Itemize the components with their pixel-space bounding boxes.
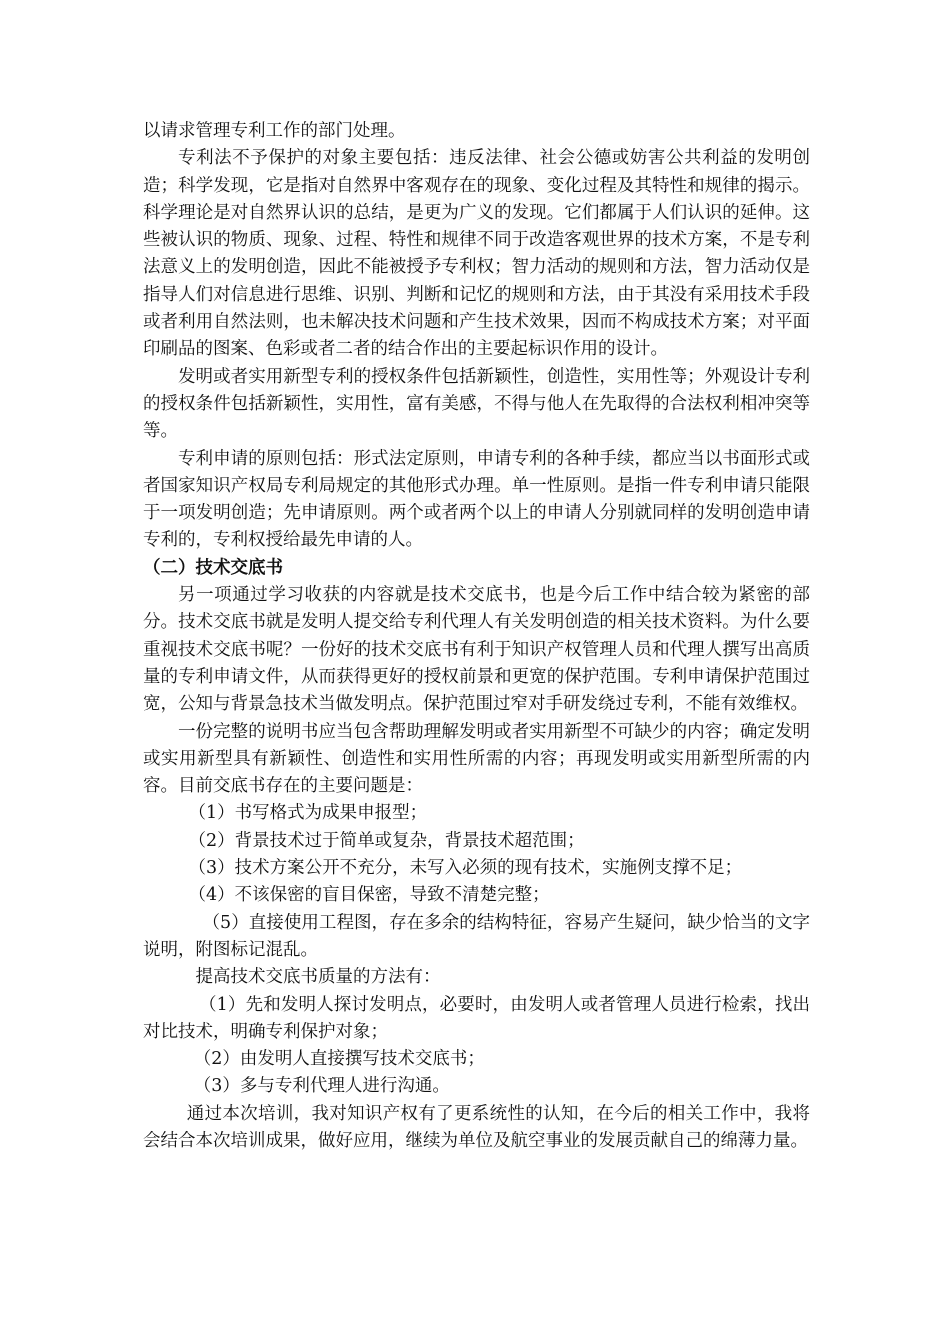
paragraph-application-principles: 专利申请的原则包括：形式法定原则，申请专利的各种手续，都应当以书面形式或者国家知识产权局专利局规定的其他形式办理。单一性原则。是指一件专利申请只能限于一项发明创造；先申请原则。两个或者两个以上的申请人分别就同样的发明创造申请专利的，专利权授给最先申请的人。 (143, 448, 810, 551)
paragraph-grant-conditions: 发明或者实用新型专利的授权条件包括新颖性，创造性，实用性等；外观设计专利的授权条件包括新颖性，实用性，富有美感，不得与他人在先取得的合法权利相冲突等等。 (143, 366, 810, 442)
paragraph-disclosure: 另一项通过学习收获的内容就是技术交底书，也是今后工作中结合较为紧密的部分。技术交底书就是发明人提交给专利代理人有关发明创造的相关技术资料。为什么要重视技术交底书呢？一份好的技术交底书有利于知识产权管理人员和代理人撰写出高质量的专利申请文件，从而获得更好的授权前景和更宽的保护范围。专利申请保护范围过宽，公知与背景急技术当做发明点。保护范围过窄对手研发绕过专利，不能有效维权。 (143, 585, 810, 715)
paragraph-intro: 以请求管理专利工作的部门处理。 (143, 121, 406, 141)
paragraph-not-protected: 专利法不予保护的对象主要包括：违反法律、社会公德或妨害公共利益的发明创造；科学发现，它是指对自然界中客观存在的现象、变化过程及其特性和规律的揭示。科学理论是对自然界认识的总结，是更为广义的发现。它们都属于人们认识的延伸。这些被认识的物质、现象、过程、特性和规律不同于改造客观世界的技术方案，不是专利法意义上的发明创造，因此不能被授予专利权；智力活动的规则和方法，智力活动仅是指导人们对信息进行思维、识别、判断和记忆的规则和方法，由于其没有采用技术手段或者利用自然法则，也未解决技术问题和产生技术效果，因而不构成技术方案；对平面印刷品的图案、色彩或者二者的结合作出的主要起标识作用的设计。 (143, 148, 810, 360)
list-item-problem: （3）技术方案公开不充分，未写入必须的现有技术，实施例支撑不足； (188, 858, 743, 879)
list-item-problem: （4）不该保密的盲目保密，导致不清楚完整； (188, 885, 550, 906)
list-item-problem: （2）背景技术过于简单或复杂，背景技术超范围； (188, 830, 585, 851)
paragraph-closing: 通过本次培训，我对知识产权有了更系统性的认知，在今后的相关工作中，我将会结合本次培训成果，做好应用，继续为单位及航空事业的发展贡献自己的绵薄力量。 (143, 1103, 810, 1151)
list-item-problem: （5）直接使用工程图，存在多余的结构特征，容易产生疑问，缺少恰当的文字说明，附图标记混乱。 (143, 912, 810, 960)
list-item-problem: （1）书写格式为成果申报型； (188, 803, 428, 824)
paragraph-complete-spec: 一份完整的说明书应当包含帮助理解发明或者实用新型不可缺少的内容；确定发明或实用新型具有新颖性、创造性和实用性所需的内容；再现发明或实用新型所需的内容。目前交底书存在的主要问题是： (143, 721, 810, 797)
list-item-improvement: （2）由发明人直接撰写技术交底书； (193, 1049, 485, 1070)
document-body (143, 118, 810, 1155)
list-item-improvement: （1）先和发明人探讨发明点，必要时，由发明人或者管理人员进行检索，找出对比技术，明确专利保护对象； (143, 994, 810, 1042)
section-heading-disclosure: （二）技术交底书 (143, 557, 283, 578)
paragraph-improve-title: 提高技术交底书质量的方法有： (195, 967, 441, 988)
list-item-improvement: （3）多与专利代理人进行沟通。 (193, 1076, 450, 1097)
